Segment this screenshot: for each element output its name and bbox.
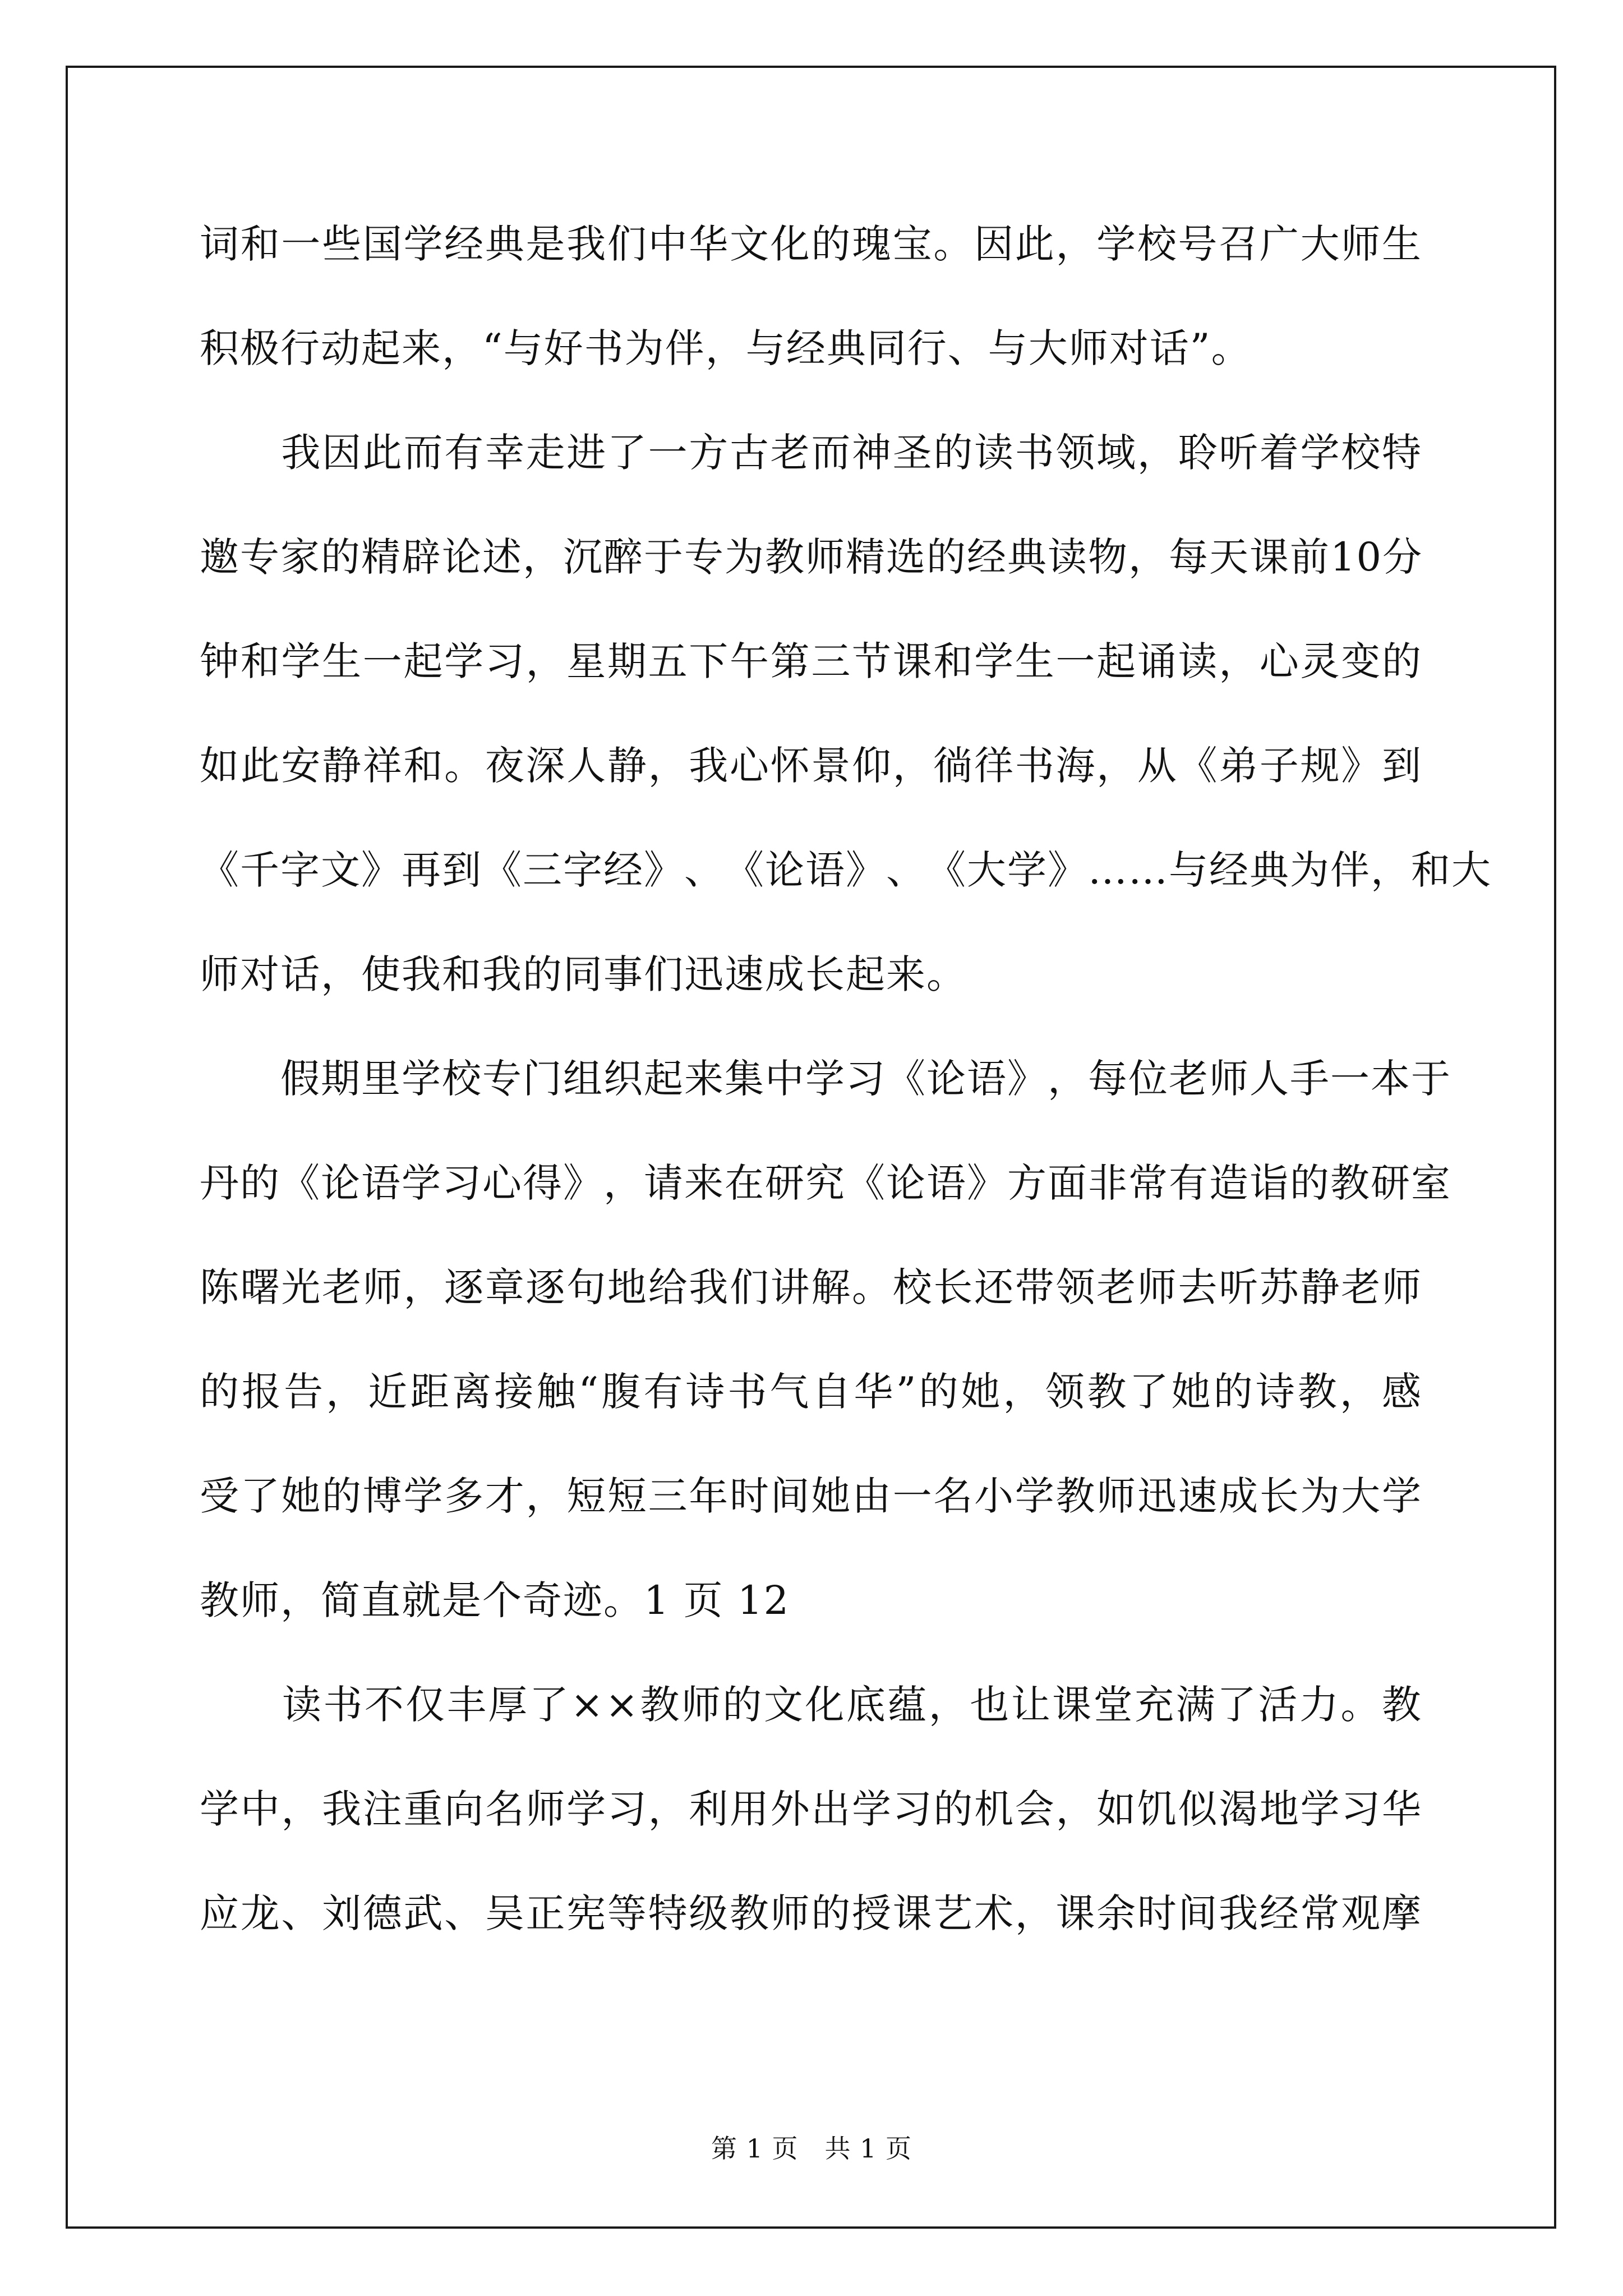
text-line: 《 千 字 文 》 再 到 《 三 字 经 》 、 《 论 语 》 、 《 大 学 》 … … 与 经 典 为 伴 ， 和 大 [200,847,1492,893]
text-line: 陈 曙 光 老 师 ， 逐 章 逐 句 地 给 我 们 讲 解 。 校 长 还 带 领 老 师 去 听 苏 静 老 师 [200,1264,1422,1310]
text-line: 钟 和 学 生 一 起 学 习 ， 星 期 五 下 午 第 三 节 课 和 学 生 一 起 诵 读 ， 心 灵 变 的 [200,638,1422,684]
text-line: 学 中 ， 我 注 重 向 名 师 学 习 ， 利 用 外 出 学 习 的 机 会 ， 如 饥 似 渴 地 学 习 华 [200,1786,1422,1832]
text-line: 读 书 不 仅 丰 厚 了 × × 教 师 的 文 化 底 蕴 ， 也 让 课 堂 充 满 了 活 力 。 教 [282,1682,1422,1728]
text-line: 词 和 一 些 国 学 经 典 是 我 们 中 华 文 化 的 瑰 宝 。 因 此 ， 学 校 号 召 广 大 师 生 [200,221,1422,267]
text-line: 邀 专 家 的 精 辟 论 述 ， 沉 醉 于 专 为 教 师 精 选 的 经 典 读 物 ， 每 天 课 前 1 0 分 [200,534,1423,580]
text-line: 积极行动起来，“与好书为伴，与经典同行、与大师对话”。 [200,325,1252,371]
text-line: 应 龙 、 刘 德 武 、 吴 正 宪 等 特 级 教 师 的 授 课 艺 术 ， 课 余 时 间 我 经 常 观 摩 [200,1890,1422,1936]
text-line: 如 此 安 静 祥 和 。 夜 深 人 静 ， 我 心 怀 景 仰 ， 徜 徉 书 海 ， 从 《 弟 子 规 》 到 [200,743,1422,789]
text-line: 师对话，使我和我的同事们迅速成长起来。 [200,951,967,997]
page-footer: 第 1 页 共 1 页 [711,2133,912,2164]
text-line: 我 因 此 而 有 幸 走 进 了 一 方 古 老 而 神 圣 的 读 书 领 域 ， 聆 听 着 学 校 特 [281,430,1422,476]
text-line: 的 报 告 ， 近 距 离 接 触 “ 腹 有 诗 书 气 自 华 ” 的 她 ， 领 教 了 她 的 诗 教 ， 感 [200,1369,1422,1415]
text-line: 假 期 里 学 校 专 门 组 织 起 来 集 中 学 习 《 论 语 》 ， 每 位 老 师 人 手 一 本 于 [280,1056,1451,1102]
text-line: 受 了 她 的 博 学 多 才 ， 短 短 三 年 时 间 她 由 一 名 小 学 教 师 迅 速 成 长 为 大 学 [200,1473,1422,1519]
text-line: 教师，简直就是个奇迹。1 页 12 [200,1577,790,1623]
text-line: 丹 的 《 论 语 学 习 心 得 》 ， 请 来 在 研 究 《 论 语 》 方 面 非 常 有 造 诣 的 教 研 室 [200,1160,1451,1206]
